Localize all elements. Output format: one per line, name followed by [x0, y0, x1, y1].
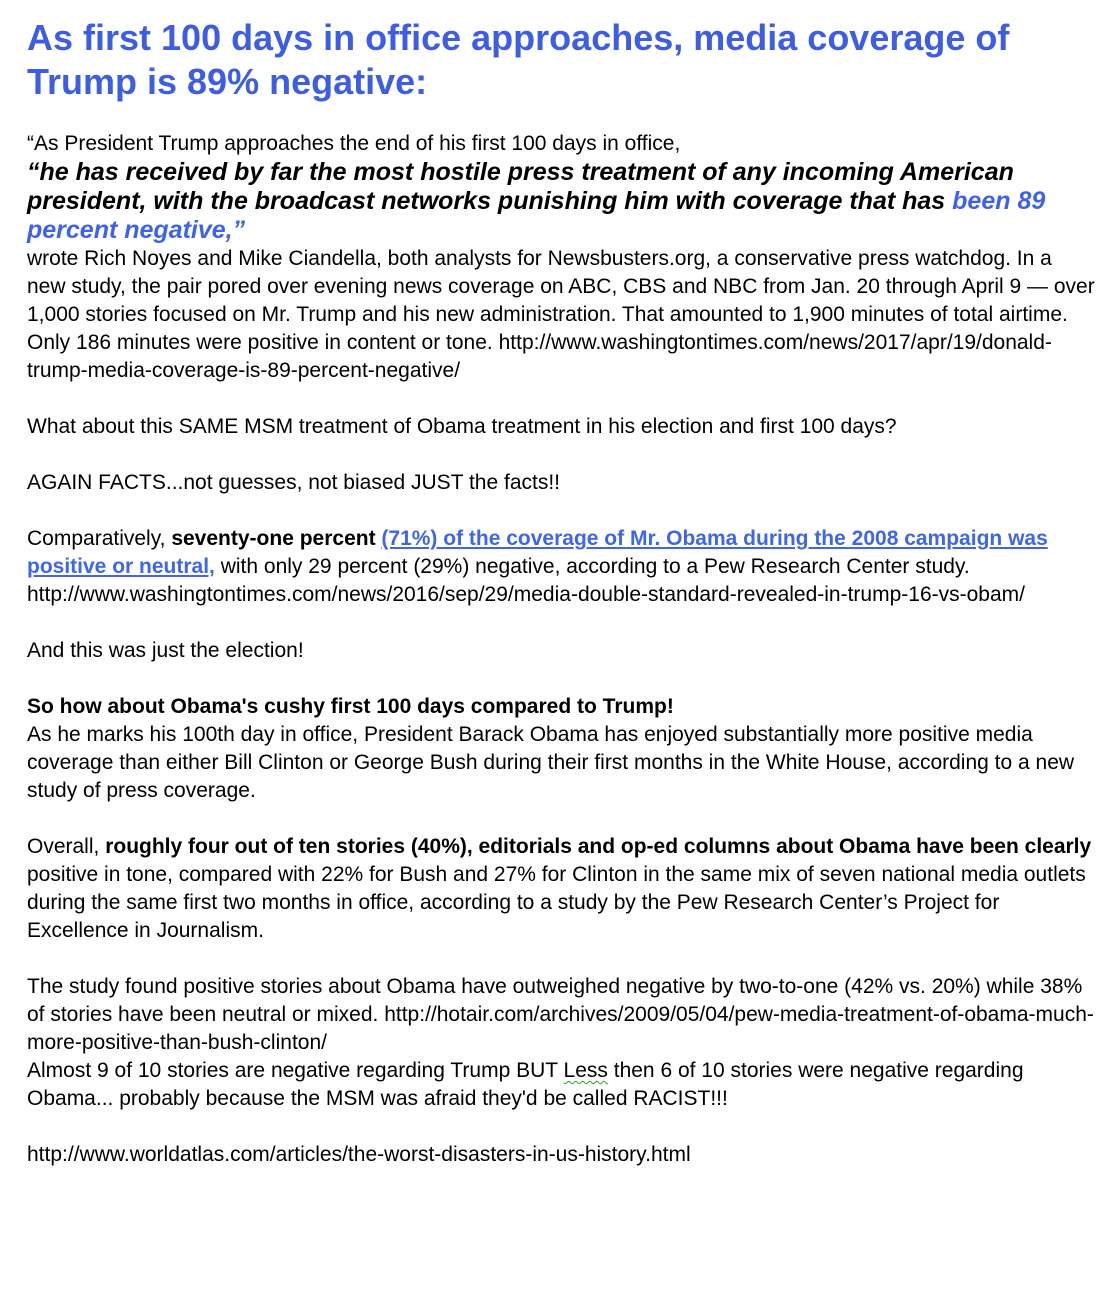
overall-bold-text: roughly four out of ten stories (40%), editorials and op-ed columns about Obama have been clearly: [105, 835, 1092, 858]
msm-question-paragraph: [27, 413, 1095, 441]
overall-suffix-text: positive in tone, compared with 22% for Bush and 27% for Clinton in the same mix of seven national media outlets during the same first two months in office, according to a study by the Pew Research Center’s Project for Excellence in Journalism.: [27, 863, 1086, 942]
msm-question-text: What about this SAME MSM treatment of Obama treatment in his election and first 100 days?: [27, 415, 897, 438]
obama-100days-text: As he marks his 100th day in office, President Barack Obama has enjoyed substantially more positive media coverage than either Bill Clinton or George Bush during their first months in the White House, according to a new study of press coverage.: [27, 723, 1075, 802]
pull-quote: [27, 158, 1095, 245]
cushy-subheading: [27, 693, 1095, 721]
hotair-url: http://hotair.com/archives/2009/05/04/pew-media-treatment-of-obama-much-more-positive-than-bush-clinton/: [27, 1003, 1094, 1054]
obama-coverage-hyperlink[interactable]: (71%) of the coverage of Mr. Obama during the 2008 campaign was positive or neutral,: [27, 527, 1048, 578]
seventy-one-percent-bold-text: seventy-one percent: [171, 527, 382, 550]
pull-quote-blue-text: been 89 percent negative,”: [27, 187, 1046, 244]
obama-100days-paragraph: [27, 721, 1095, 805]
again-facts-text: AGAIN FACTS...not guesses, not biased JUST the facts!!: [27, 471, 561, 494]
comparatively-prefix-text: Comparatively,: [27, 527, 172, 550]
intro-quote-text: “As President Trump approaches the end of his first 100 days in office,: [27, 132, 681, 155]
page-title: As first 100 days in office approaches, media coverage of Trump is 89% negative:: [27, 17, 1010, 102]
study-found-text: The study found positive stories about Obama have outweighed negative by two-to-one (42% vs. 20%) while 38% of stories have been neutral or mixed.: [27, 975, 1083, 1026]
comparatively-paragraph: [27, 525, 1095, 609]
election-note-text: And this was just the election!: [27, 639, 304, 662]
washingtontimes-2017-url: http://www.washingtontimes.com/news/2017/apr/19/donald-trump-media-coverage-is-89-percent-negative/: [27, 331, 1052, 382]
washingtontimes-2016-url: http://www.washingtontimes.com/news/2016/sep/29/media-double-standard-revealed-in-trump-16-vs-obam/: [27, 583, 1025, 606]
election-note-paragraph: [27, 637, 1095, 665]
worldatlas-line: [27, 1141, 1095, 1169]
attribution-text: wrote Rich Noyes and Mike Ciandella, both analysts for Newsbusters.org, a conservative press watchdog. In a new study, the pair pored over evening news coverage on ABC, CBS and NBC from Jan. 20 through April 9 — over 1,000 stories focused on Mr. Trump and his new administration. That amounted to 1,900 minutes of total airtime. Only 186 minutes were positive in content or tone.: [27, 247, 1095, 354]
pull-quote-black-text: “he has received by far the most hostile press treatment of any incoming American president, with the broadcast networks punishing him with coverage that has: [27, 158, 1014, 215]
almost-prefix-text: Almost 9 of 10 stories are negative regarding Trump BUT: [27, 1059, 564, 1082]
intro-quote-line: [27, 130, 1095, 158]
overall-prefix-text: Overall,: [27, 835, 106, 858]
cushy-subheading-text: So how about Obama's cushy first 100 days compared to Trump!: [27, 695, 674, 718]
worldatlas-url: http://www.worldatlas.com/articles/the-worst-disasters-in-us-history.html: [27, 1143, 691, 1166]
again-facts-paragraph: [27, 469, 1095, 497]
almost-paragraph: [27, 1057, 1095, 1113]
attribution-paragraph: [27, 245, 1095, 385]
comparatively-suffix-text: with only 29 percent (29%) negative, according to a Pew Research Center study.: [214, 555, 970, 578]
spellcheck-flagged-word: Less: [563, 1059, 608, 1082]
overall-paragraph: [27, 833, 1095, 945]
study-found-paragraph: [27, 973, 1095, 1057]
almost-suffix-text: then 6 of 10 stories were negative regarding Obama... probably because the MSM was afraid they'd be called RACIST!!!: [27, 1059, 1024, 1110]
